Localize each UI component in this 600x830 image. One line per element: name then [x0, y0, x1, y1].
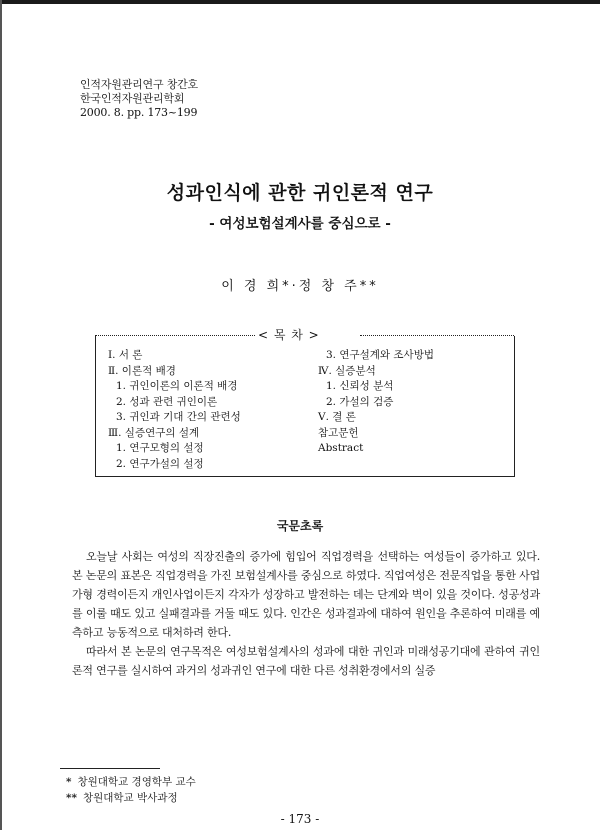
abstract-paragraph: 따라서 본 논문의 연구목적은 여성보험설계사의 성과에 대한 귀인과 미래성공기대에 관하여 귀인론적 연구를 실시하여 과거의 성과귀인 연구에 대한 다른 성취환경에서의 실증	[72, 645, 540, 677]
footnote-text: 창원대학교 경영학부 교수	[77, 776, 196, 788]
toc-entry: Ⅲ. 실증연구의 설계	[108, 426, 200, 439]
scan-border-top	[0, 0, 600, 4]
footnote-mark: *	[66, 776, 72, 788]
journal-name: 인적자원관리연구 창간호	[80, 78, 198, 91]
toc-entry: Ⅱ. 이론적 배경	[108, 364, 176, 377]
abstract-body	[72, 547, 540, 680]
toc-entry: Ⅰ. 서 론	[108, 349, 143, 361]
footnote-mark: **	[66, 792, 77, 804]
issue-pages: 2000. 8. pp. 173~199	[80, 106, 198, 119]
abstract-heading: 국문초록	[276, 519, 324, 533]
society-name: 한국인적자원관리학회	[80, 92, 185, 105]
toc-entry: 2. 연구가설의 설정	[116, 457, 204, 470]
abstract-paragraph: 오늘날 사회는 여성의 직장진출의 증가에 힘입어 직업경력을 선택하는 여성들이 증가하고 있다. 본 논문의 표본은 직업경력을 가진 보험설계사를 중심으로 하였다. 직업여성은 전문직업을 통한 사업가형 경력이든지 개인사업이든지 각자가 성장하고 발전하는 데는 단계와 벽이 있을 것이다. 성공성과를 이룰 때도 있고 실패결과를 거둘 때도 있다. 인간은 성과결과에 대하여 원인을 추론하여 미래를 예측하고 능동적으로 대처하려 한다.	[72, 550, 540, 639]
toc-entry: 1. 연구모형의 설정	[116, 442, 204, 454]
footnotes	[66, 774, 196, 806]
scan-border-left	[0, 0, 2, 830]
toc-right-column	[318, 348, 434, 457]
toc-heading: < 목 차 >	[258, 328, 320, 342]
journal-info	[80, 78, 198, 120]
toc-entry: Ⅳ. 실증분석	[318, 364, 376, 377]
toc-entry: Abstract	[318, 442, 364, 454]
footnote-divider	[60, 768, 160, 769]
toc-entry: 3. 귀인과 기대 간의 관련성	[116, 411, 241, 423]
footnote-item	[66, 774, 196, 790]
footnote-text: 창원대학교 박사과정	[82, 792, 178, 804]
toc-entry: Ⅴ. 결 론	[318, 411, 356, 423]
toc-entry: 3. 연구설계와 조사방법	[326, 349, 434, 361]
toc-entry: 1. 신뢰성 분석	[326, 380, 394, 392]
toc-entry: 1. 귀인이론의 이론적 배경	[116, 380, 238, 392]
toc-left-column	[108, 348, 241, 472]
author-line: 이 경 희*·정 창 주**	[221, 279, 379, 294]
footnote-item	[66, 790, 196, 806]
toc-entry: 참고문헌	[318, 426, 359, 439]
page-number: - 173 -	[280, 812, 320, 826]
paper-subtitle: - 여성보험설계사를 중심으로 -	[209, 216, 391, 232]
paper-title: 성과인식에 관한 귀인론적 연구	[166, 182, 434, 204]
toc-entry: 2. 성과 관련 귀인이론	[116, 395, 218, 408]
toc-entry: 2. 가설의 검증	[326, 395, 394, 408]
